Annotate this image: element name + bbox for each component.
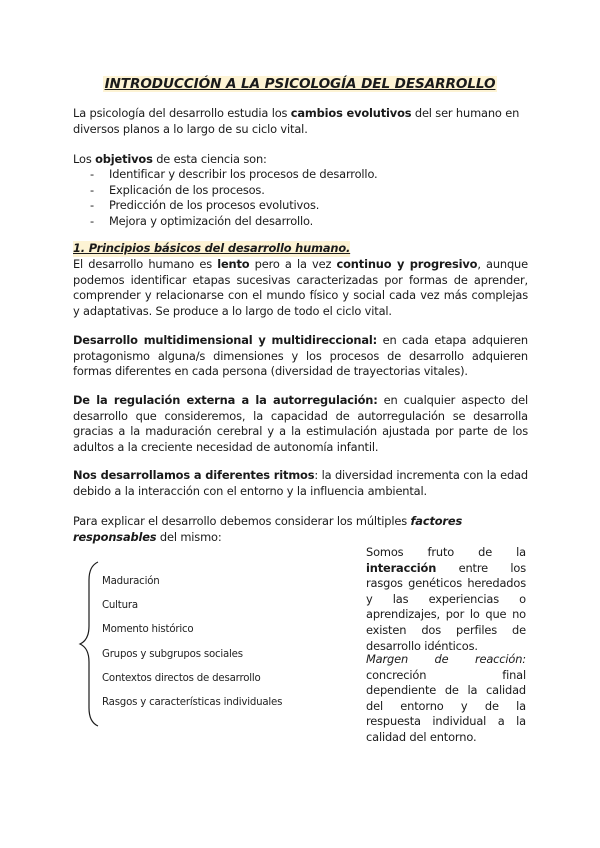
principle-paragraph-4: Nos desarrollamos a diferentes ritmos: la diversidad incrementa con la edad debido a la interacción con el entorno y la influencia ambiental. [73,468,528,498]
list-item: Momento histórico [102,624,194,636]
intro-paragraph: La psicología del desarrollo estudia los cambios evolutivos del ser humano en diversos planos a lo largo de su ciclo vital. [73,106,520,136]
list-item: - Identificar y describir los procesos de desarrollo. [90,167,378,183]
factors-intro: Para explicar el desarrollo debemos considerar los múltiples factores responsables del mismo: [73,514,463,544]
curly-brace-icon [78,560,100,728]
objectives-intro: Los objetivos de esta ciencia son: [73,152,267,166]
list-item: - Explicación de los procesos. [90,183,378,199]
list-item: Grupos y subgrupos sociales [102,648,243,660]
factors-list [102,574,282,719]
page-title: INTRODUCCIÓN A LA PSICOLOGÍA DEL DESARROLLO [104,76,496,92]
principle-paragraph-3: De la regulación externa a la autorregulación: en cualquier aspecto del desarrollo que consideremos, la capacidad de autorregulación se desarrolla gracias a la maduración cerebral y a la estimulación ajustada por parte de los adultos a la creciente necesidad de autonomía infantil. [73,393,528,454]
section-heading: 1. Principios básicos del desarrollo humano. [73,241,351,255]
objectives-list [90,167,378,229]
principle-paragraph-1: El desarrollo humano es lento pero a la vez continuo y progresivo, aunque podemos identificar etapas sucesivas caracterizadas por formas de aprender, comprender y relacionarse con el mundo físico y social cada vez más complejas y adaptativas. Se produce a lo largo de todo el ciclo vital. [73,257,528,318]
list-item: Maduración [102,576,160,587]
principle-paragraph-2: Desarrollo multidimensional y multidireccional: en cada etapa adquieren protagonismo alguna/s dimensiones y los procesos de desarrollo adquieren formas diferentes en cada persona (diversidad de trayectorias vitales). [73,333,528,379]
interaction-note: Somos fruto de la interacción entre los rasgos genéticos heredados y las experiencias o aprendizajes, por lo que no existen dos perfiles de desarrollo idénticos. [366,545,526,653]
list-item: - Predicción de los procesos evolutivos. [90,198,378,214]
reaction-margin-note: Margen de reacción: concreción final dependiente de la calidad del entorno y de la respuesta individual a la calidad del entorno. [366,652,526,744]
list-item: Rasgos y características individuales [102,696,283,708]
list-item: Cultura [102,600,138,612]
list-item: - Mejora y optimización del desarrollo. [90,214,378,230]
list-item: Contextos directos de desarrollo [102,672,261,684]
